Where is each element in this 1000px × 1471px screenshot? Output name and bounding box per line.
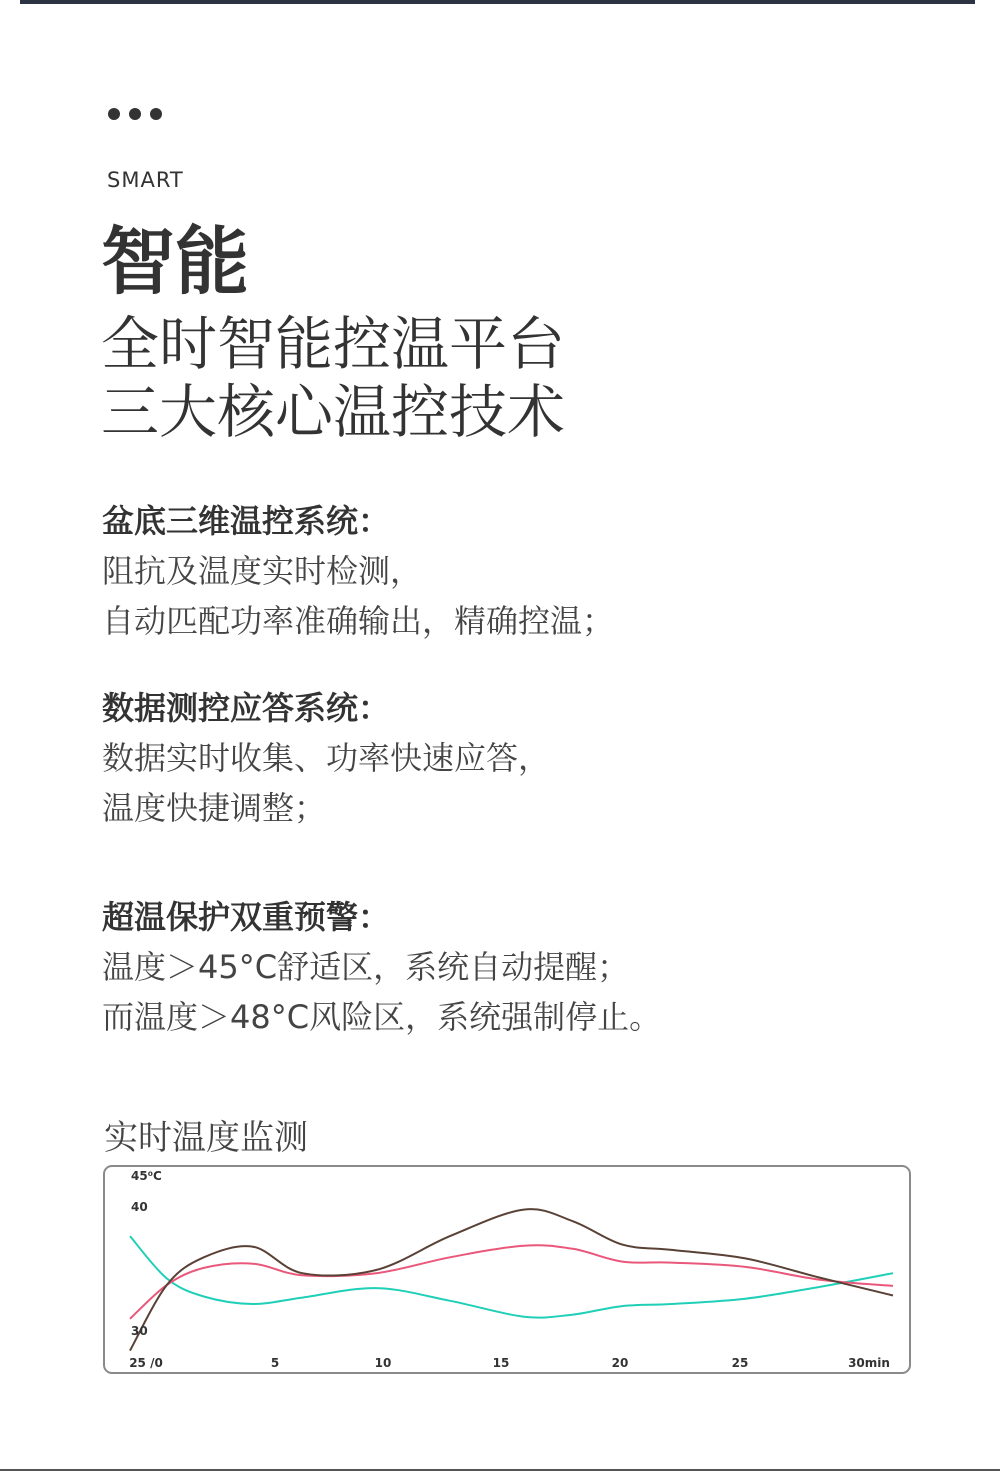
feature-heading: 数据测控应答系统： [102,689,391,727]
dots-icon [108,108,162,120]
series-line-3 [130,1209,893,1350]
y-tick-label: 45⁰C [131,1169,162,1183]
feature-line: 而温度＞48°C风险区，系统强制停止。 [102,998,662,1036]
x-tick-label: 20 [611,1356,629,1370]
y-tick-label: 40 [131,1200,148,1214]
temperature-chart-svg [105,1167,913,1376]
feature-line: 阻抗及温度实时检测， [102,552,423,590]
feature-section-1 [102,496,614,646]
feature-line: 温度＞45°C舒适区，系统自动提醒； [102,948,630,986]
x-tick-label: 25 /0 [129,1356,163,1370]
series-line-2 [130,1245,893,1319]
x-tick-label: 10 [374,1356,392,1370]
top-bar [20,0,975,4]
x-tick-label: 15 [492,1356,510,1370]
top-band [0,0,1000,5]
x-tick-label: 30min [848,1356,890,1370]
feature-section-3 [102,892,661,1042]
feature-section-2 [102,683,550,833]
feature-line: 温度快捷调整； [102,789,327,827]
subtitle-line: 三大核心温控技术 [101,378,566,446]
subtitle-line: 全时智能控温平台 [101,310,566,378]
series-line-1 [130,1236,893,1317]
chart-title: 实时温度监测 [104,1118,308,1158]
subtitle [101,310,565,446]
eyebrow-label: SMART [107,168,184,192]
feature-heading: 超温保护双重预警： [102,898,391,936]
temperature-chart [103,1165,911,1374]
y-tick-label: 30 [131,1324,148,1338]
feature-line: 自动匹配功率准确输出，精确控温； [102,602,615,640]
x-tick-label: 25 [731,1356,749,1370]
x-tick-label: 5 [270,1356,280,1370]
page-title: 智能 [101,219,249,305]
feature-heading: 盆底三维温控系统： [102,502,391,540]
feature-line: 数据实时收集、功率快速应答， [102,739,551,777]
